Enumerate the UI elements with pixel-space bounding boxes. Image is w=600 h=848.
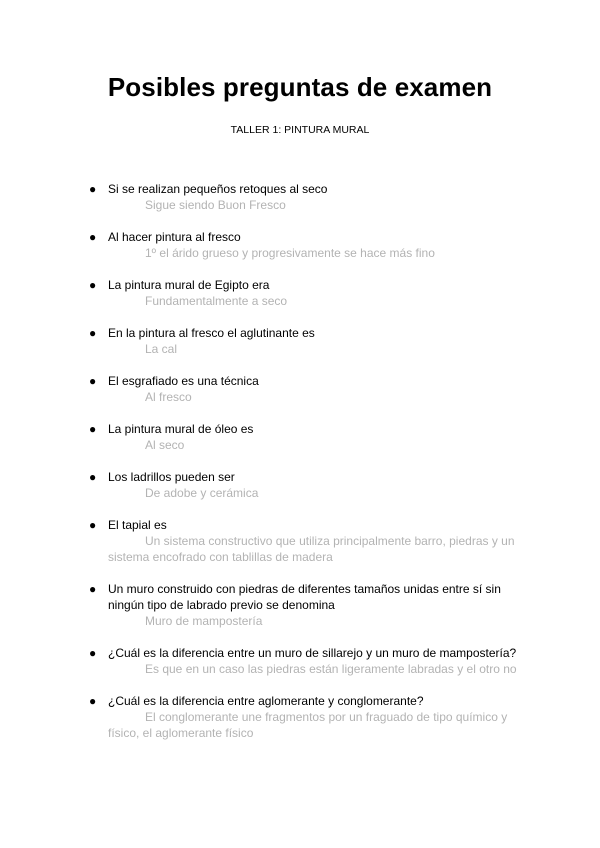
list-item — [0, 645, 600, 677]
bullet-icon: ● — [89, 582, 97, 596]
answer-text: Al fresco — [145, 390, 192, 404]
bullet-icon: ● — [89, 374, 97, 388]
question-text: Si se realizan pequeños retoques al seco — [108, 182, 328, 196]
answer-text: El conglomerante une fragmentos por un fraguado de tipo químico y físico, el aglomerante físico — [108, 710, 508, 740]
list-item — [0, 373, 600, 405]
bullet-icon: ● — [89, 182, 97, 196]
list-item — [0, 181, 600, 213]
answer-text: Es que en un caso las piedras están ligeramente labradas y el otro no — [145, 662, 517, 676]
bullet-icon: ● — [89, 646, 97, 660]
question-text: En la pintura al fresco el aglutinante es — [108, 326, 315, 340]
list-item — [0, 277, 600, 309]
list-item — [0, 693, 600, 741]
answer-text: 1º el árido grueso y progresivamente se hace más fino — [145, 246, 435, 260]
answer-text: La cal — [145, 342, 178, 356]
answer-text: Un sistema constructivo que utiliza principalmente barro, piedras y un sistema encofrado con tablillas de madera — [108, 534, 515, 564]
question-text: ¿Cuál es la diferencia entre aglomerante y conglomerante? — [108, 694, 424, 708]
answer-text: De adobe y cerámica — [145, 486, 259, 500]
question-text: La pintura mural de óleo es — [108, 422, 254, 436]
question-text: Al hacer pintura al fresco — [108, 230, 241, 244]
list-item — [0, 517, 600, 565]
answer-text: Fundamentalmente a seco — [145, 294, 288, 308]
question-list — [0, 181, 600, 757]
bullet-icon: ● — [89, 230, 97, 244]
bullet-icon: ● — [89, 278, 97, 292]
question-text: Los ladrillos pueden ser — [108, 470, 235, 484]
list-item — [0, 581, 600, 629]
question-text: El tapial es — [108, 518, 167, 532]
page-subtitle: TALLER 1: PINTURA MURAL — [230, 124, 370, 136]
bullet-icon: ● — [89, 470, 97, 484]
bullet-icon: ● — [89, 326, 97, 340]
bullet-icon: ● — [89, 694, 97, 708]
answer-text: Sigue siendo Buon Fresco — [145, 198, 286, 212]
answer-text: Al seco — [145, 438, 185, 452]
question-text: Un muro construido con piedras de diferentes tamaños unidas entre sí sin ningún tipo de labrado previo se denomina — [108, 582, 501, 612]
question-text: El esgrafiado es una técnica — [108, 374, 259, 388]
bullet-icon: ● — [89, 422, 97, 436]
answer-text: Muro de mampostería — [145, 614, 263, 628]
list-item — [0, 325, 600, 357]
list-item — [0, 421, 600, 453]
list-item — [0, 229, 600, 261]
bullet-icon: ● — [89, 518, 97, 532]
list-item — [0, 469, 600, 501]
question-text: La pintura mural de Egipto era — [108, 278, 270, 292]
question-text: ¿Cuál es la diferencia entre un muro de sillarejo y un muro de mampostería? — [108, 646, 517, 660]
page-title: Posibles preguntas de examen — [107, 72, 493, 102]
